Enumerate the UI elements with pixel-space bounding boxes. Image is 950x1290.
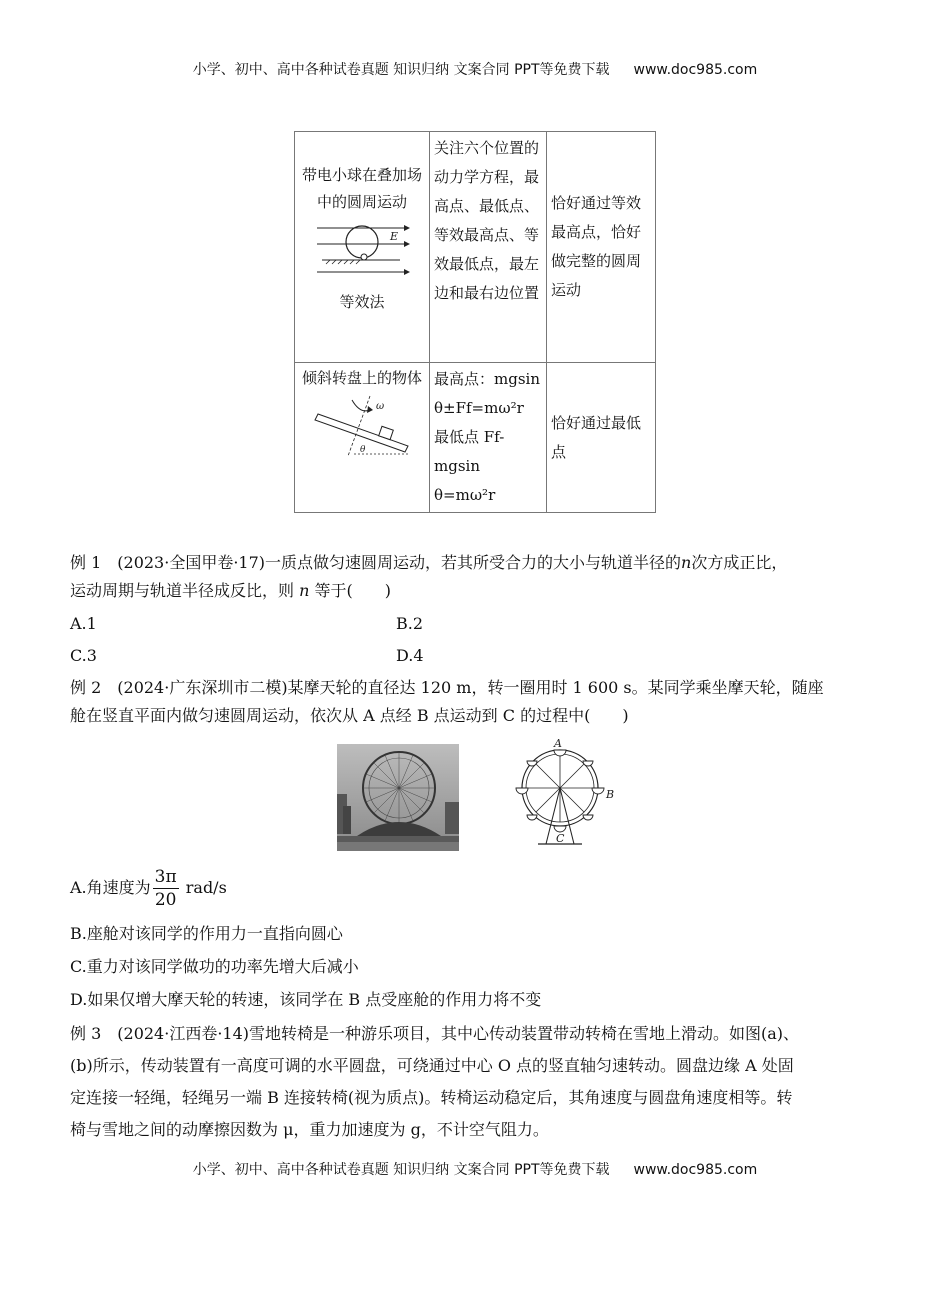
- page-footer: [0, 1159, 950, 1179]
- row1-condition: 恰好通过等效最高点，恰好做完整的圆周运动: [547, 132, 656, 363]
- fig-label-c: C: [556, 832, 565, 845]
- table-cell: [295, 363, 430, 513]
- fig-label-b: B: [606, 788, 615, 801]
- ex2-option-a-unit: rad/s: [185, 878, 227, 897]
- fig-label-a: A: [554, 738, 562, 750]
- fraction-numerator: 3π: [154, 867, 177, 887]
- omega-label: ω: [376, 401, 385, 412]
- row2-condition: 恰好通过最低点: [547, 363, 656, 513]
- angular-velocity-fraction: [153, 866, 179, 911]
- ex2-option-a: [70, 866, 227, 911]
- ex1-var-n: n: [299, 581, 310, 600]
- row1-caption: 等效法: [339, 293, 385, 311]
- table-cell: [430, 363, 547, 513]
- page-header: [0, 59, 950, 79]
- ex3-line3: 定连接一轻绳，轻绳另一端 B 连接转椅(视为质点)。转椅运动稳定后，其角速度与圆盘角速度相等。转: [70, 1088, 793, 1107]
- ferris-wheel-photo: [337, 744, 459, 851]
- fraction-denominator: 20: [154, 890, 177, 910]
- ex2-option-a-prefix: A.角速度为: [70, 878, 151, 897]
- ex3-line4: 椅与雪地之间的动摩擦因数为 μ，重力加速度为 g，不计空气阻力。: [70, 1120, 549, 1139]
- row2-title: 倾斜转盘上的物体: [301, 369, 422, 387]
- ex1-option-b: B.2: [396, 614, 424, 633]
- ex1-option-a: A.1: [70, 614, 97, 633]
- header-site: www.doc985.com: [633, 62, 758, 78]
- row1-title: 带电小球在叠加场中的圆周运动: [301, 166, 422, 211]
- ex2-option-c: C.重力对该同学做功的功率先增大后减小: [70, 957, 359, 976]
- field-label: E: [390, 230, 399, 243]
- theta-label: θ: [360, 445, 366, 455]
- ex2-stem: [70, 674, 880, 730]
- ex1-line2-a: 运动周期与轨道半径成反比，则: [70, 581, 295, 600]
- ex1-var-n: n: [681, 553, 692, 572]
- ex1-stem: [70, 549, 880, 605]
- ex2-option-b: B.座舱对该同学的作用力一直指向圆心: [70, 924, 343, 943]
- ex1-stem-b: 次方成正比，: [691, 553, 788, 572]
- ex1-stem-a: 例 1 (2023·全国甲卷·17)一质点做匀速圆周运动，若其所受合力的大小与轨道半径的: [70, 553, 682, 572]
- row2-bottom-equation: 最低点 Ff-mgsin θ=mω²r: [434, 428, 505, 504]
- ex3-stem: [70, 1018, 880, 1146]
- table-row: [295, 132, 656, 363]
- ex1-line2-b: 等于( ): [314, 581, 392, 600]
- inclined-disk-figure: [312, 394, 412, 458]
- table-row: [295, 363, 656, 513]
- ex3-line1: 例 3 (2024·江西卷·14)雪地转椅是一种游乐项目，其中心传动装置带动转椅在雪地上滑动。如图(a)、: [70, 1024, 800, 1043]
- ex2-line2: 舱在竖直平面内做匀速圆周运动，依次从 A 点经 B 点运动到 C 的过程中( ): [70, 706, 629, 725]
- ex3-line2: (b)所示，传动装置有一高度可调的水平圆盘，可绕通过中心 O 点的竖直轴匀速转动。圆盘边缘 A 处固: [70, 1056, 794, 1075]
- ex2-option-d: D.如果仅增大摩天轮的转速，该同学在 B 点受座舱的作用力将不变: [70, 990, 542, 1009]
- footer-site: www.doc985.com: [633, 1162, 758, 1178]
- row1-equations: 关注六个位置的动力学方程，最高点、最低点、等效最高点、等效最低点，最左边和最右边位置: [430, 132, 547, 363]
- comparison-table: [294, 131, 656, 513]
- header-text: 小学、初中、高中各种试卷真题 知识归纳 文案合同 PPT等免费下载: [192, 62, 610, 78]
- row2-top-equation: 最高点：mgsin θ±Ff=mω²r: [434, 370, 540, 417]
- ex1-option-d: D.4: [396, 646, 424, 665]
- charged-ball-field-figure: [312, 220, 412, 280]
- ex1-option-c: C.3: [70, 646, 97, 665]
- footer-text: 小学、初中、高中各种试卷真题 知识归纳 文案合同 PPT等免费下载: [192, 1162, 610, 1178]
- ex2-line1: 例 2 (2024·广东深圳市二模)某摩天轮的直径达 120 m，转一圈用时 1 600 s。某同学乘坐摩天轮，随座: [70, 678, 824, 697]
- table-cell: [295, 132, 430, 363]
- ferris-wheel-diagram: [510, 738, 620, 850]
